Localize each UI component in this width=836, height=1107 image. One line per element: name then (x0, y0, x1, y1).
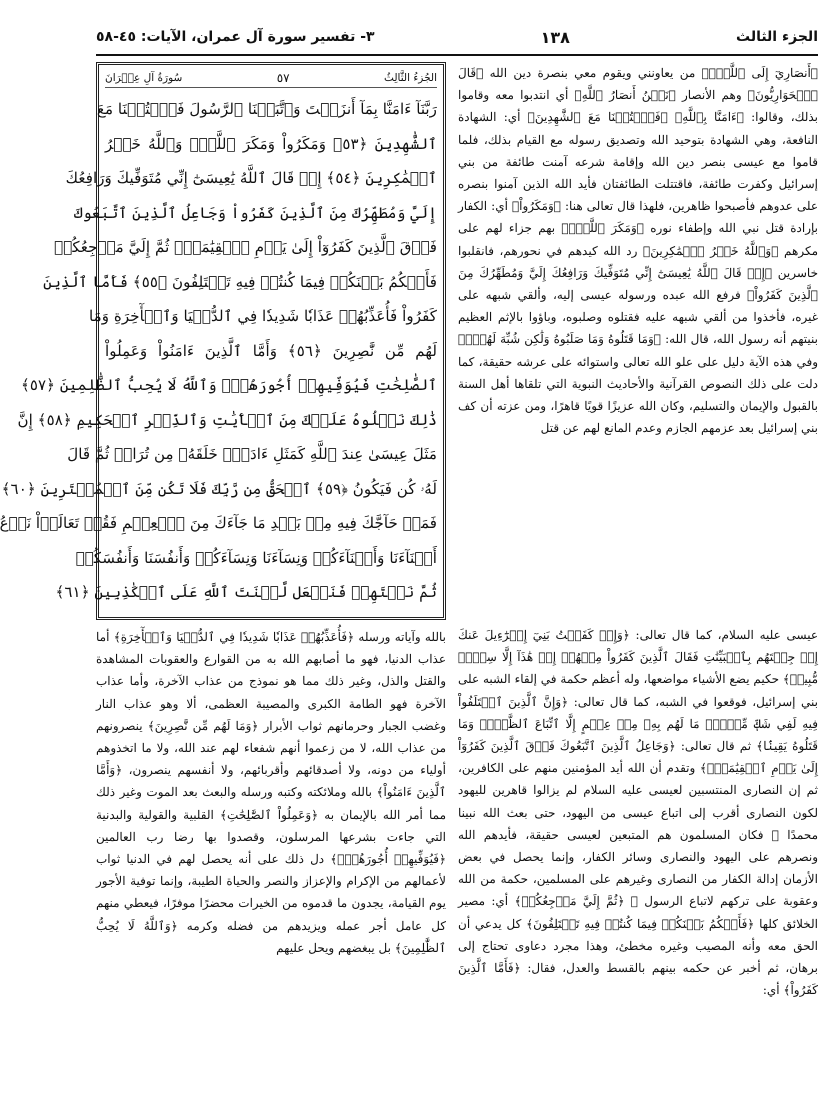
quran-line: لَهُم مِّن نَّٰصِرِينَ ﴿٥٦﴾ وَأَمَّا ٱلَّذِينَ ءَامَنُواْ وَعَمِلُواْ (105, 341, 437, 360)
quran-text-frame (0, 62, 446, 620)
quran-line: ثُمَّ نَبۡتَهِلۡ فَنَجۡعَل لَّعۡنَتَ ٱللَّهِ عَلَى ٱلۡكَٰذِبِينَ ﴿٦١﴾ (55, 583, 437, 601)
quran-juz-label: الجُزءُ الثَّالِثُ (384, 72, 437, 84)
page-header (96, 20, 818, 56)
quran-lines (0, 92, 437, 612)
quran-line: ٱلۡمَٰكِرِينَ ﴿٥٤﴾ إِذۡ قَالَ ٱللَّهُ يَٰعِيسَىٰٓ إِنِّي مُتَوَفِّيكَ وَرَافِعُكَ (65, 169, 437, 187)
quran-line: لَهُۥ كُن فَيَكُونُ ﴿٥٩﴾ ٱلۡحَقُّ مِن رَّبِّكَ فَلَا تَكُن مِّنَ ٱلۡمُمۡتَرِينَ ﴿٦٠﴾ (1, 479, 437, 498)
tafsir-left-column (96, 626, 446, 1094)
quran-line: ذَٰلِكَ نَتۡلُوهُ عَلَيۡكَ مِنَ ٱلۡأٓيَٰتِ وَٱلذِّكۡرِ ٱلۡحَكِيمِ ﴿٥٨﴾ إِنَّ (17, 410, 437, 429)
tafsir-text-bottom: بالله وآياته ورسله ﴿فَأُعَذِّبُهُمۡ عَذَابٗا شَدِيدٗا فِي ٱلدُّنۡيَا وَٱلۡأٓخِرَةِ﴾ أما عذاب الدنيا، فهو ما أصابهم الله به من القوارع والعقوبات المشاهدة والقتل والذل، وغير ذلك مما هو نموذج من عذاب الآخرة، وأما عذاب الآخرة فهو الطامة الكبرى والمصيبة العظمى، ألا وهو عذاب النار وغضب الجبار وحرمانهم ثواب الأبرار ﴿وَمَا لَهُم مِّن نَّٰصِرِينَ﴾ ينصرونهم من عذاب الله، لا من زعموا أنهم شفعاء لهم عند الله، ولا ما اتخذوهم أولياء من دونه، ولا أصدقائهم وأقربائهم، ولا أنفسهم ينصرون، ﴿وَأَمَّا ٱلَّذِينَ ءَامَنُواْ﴾ بالله وملائكته وكتبه ورسله والبعث بعد الموت وغير ذلك مما أمر الله بالإيمان به ﴿وَعَمِلُواْ ٱلصَّٰلِحَٰتِ﴾ القلبية والقولية والبدنية التي جاءت بشرعها المرسلون، وقصدوا بها رضا رب العالمين ﴿فَيُوَفِّيهِمۡ أُجُورَهُمۡۗ﴾ دل ذلك على أنه يحصل لهم في الدنيا ثواب لأعمالهم من الإكرام والإعزاز والنصر والحياة الطيبة، وإنما توفية الأجور يوم القيامة، يجدون ما قدموه من الخيرات محضرًا موفرًا، فيعطي منهم كل عامل أجر عمله ويزيدهم من فضله وكرمه ﴿وَٱللَّهُ لَا يُحِبُّ ٱلظَّٰلِمِينَ﴾ بل يبغضهم ويحل عليهم (96, 630, 446, 955)
quran-line: فَمَنۡ حَآجَّكَ فِيهِ مِنۢ بَعۡدِ مَا جَآءَكَ مِنَ ٱلۡعِلۡمِ فَقُلۡ تَعَالَوۡاْ نَدۡعُ (0, 514, 437, 532)
quran-frame-header (105, 69, 437, 88)
quran-line: كَفَرُواْ فَأُعَذِّبُهُمۡ عَذَابٗا شَدِيدٗا فِي ٱلدُّنۡيَا وَٱلۡأٓخِرَةِ وَمَا (88, 307, 437, 325)
juz-title: الجزء الثالث (736, 29, 818, 45)
page-number: ١٣٨ (540, 27, 570, 47)
quran-line: رَبَّنَآ ءَامَنَّا بِمَآ أَنزَلۡتَ وَٱتَّبَعۡنَا ٱلرَّسُولَ فَٱكۡتُبۡنَا مَعَ (96, 100, 437, 118)
surah-info: ٣- تفسير سورة آل عمران، الآيات: ٤٥-٥٨ (96, 29, 375, 45)
quran-line: مَثَلَ عِيسَىٰ عِندَ ٱللَّهِ كَمَثَلِ ءَادَمَۖ خَلَقَهُۥ مِن تُرَابٖ ثُمَّ قَالَ (67, 445, 437, 463)
quran-line: ٱلشَّٰهِدِينَ ﴿٥٣﴾ وَمَكَرُواْ وَمَكَرَ ٱللَّهُۖ وَٱللَّهُ خَيۡرُ (105, 134, 437, 153)
quran-line: أَبۡنَآءَنَا وَأَبۡنَآءَكُمۡ وَنِسَآءَنَا وَنِسَآءَكُمۡ وَأَنفُسَنَا وَأَنفُسَكُمۡ (75, 548, 437, 567)
quran-surah-label: سُورَةُ آلِ عِمۡرَانَ (105, 72, 183, 84)
quran-line: ٱلصَّٰلِحَٰتِ فَيُوَفِّيهِمۡ أُجُورَهُمۡۗ وَٱللَّهُ لَا يُحِبُّ ٱلظَّٰلِمِينَ ﴿٥٧﴾ (20, 376, 437, 394)
quran-line: فَأَحۡكُمُ بَيۡنَكُمۡ فِيمَا كُنتُمۡ فِيهِ تَخۡتَلِفُونَ ﴿٥٥﴾ فَأَمَّا ٱلَّذِينَ (43, 272, 437, 291)
quran-page-number: ٥٧ (276, 71, 290, 85)
quran-line: فَوۡقَ ٱلَّذِينَ كَفَرُوٓاْ إِلَىٰ يَوۡمِ ٱلۡقِيَٰمَةِۖ ثُمَّ إِلَيَّ مَرۡجِعُكُمۡ (54, 238, 437, 256)
tafsir-right-column-lower (458, 624, 818, 1094)
tafsir-text-top: ﴿أَنصَارِيٓ إِلَى ٱللَّهِۖ﴾ من يعاونني ويقوم معي بنصرة دين الله ﴿قَالَ ٱلۡحَوَارِيُّونَ﴾ وهم الأنصار ﴿نَحۡنُ أَنصَارُ ٱللَّهِ﴾ أي انتدبوا معه وقاموا بذلك، وقالوا: ﴿ءَامَنَّا بِٱللَّهِ﴾ ﴿فَٱكۡتُبۡنَا مَعَ ٱلشَّٰهِدِينَ﴾ أي: الشهادة النافعة، وهي الشهادة بتوحيد الله وتصديق رسوله مع القيام بذلك، فلما قاموا مع عيسى بنصر دين الله وإقامة شرعه آمنت طائفة من بني إسرائيل وكفرت طائفة، فاقتتلت الطائفتان فأيد الله الذين آمنوا بنصره على عدوهم فأصبحوا ظاهرين، فلهذا قال تعالى هنا: ﴿وَمَكَرُواْ﴾ أي: الكفار بإرادة قتل نبي الله وإطفاء نوره ﴿وَمَكَرَ ٱللَّهُۖ﴾ بهم جزاء لهم على مكرهم ﴿وَٱللَّهُ خَيۡرُ ٱلۡمَٰكِرِينَ﴾ رد الله كيدهم في نحورهم، فانقلبوا خاسرين ﴿إِذۡ قَالَ ٱللَّهُ يَٰعِيسَىٰٓ إِنِّي مُتَوَفِّيكَ وَرَافِعُكَ إِلَيَّ وَمُطَهِّرُكَ مِنَ ٱلَّذِينَ كَفَرُواْ﴾ فرفع الله عبده ورسوله عيسى إليه، وألقي شبهه على غيره، فأخذوا من ألقي شبهه عليه فقتلوه وصلبوه، وباؤوا بالإثم العظيم بنيتهم أنه رسول الله، قال الله: ﴿وَمَا قَتَلُوهُ وَمَا صَلَبُوهُ وَلَٰكِن شُبِّهَ لَهُمۡۚ﴾ وفي هذه الآية دليل على علو الله تعالى واستوائه على عرشه حقيقة، كما دلت على ذلك النصوص القرآنية والأحاديث النبوية التي تلقاها أهل السنة بالقبول والإيمان والتسليم، وكان الله عزيزًا قويًا قاهرًا، ومن عزته أن كف بني إسرائيل بعد عزمهم الجازم وعدم المانع لهم عن قتل (458, 66, 818, 436)
tafsir-right-column (458, 62, 818, 620)
quran-line: إِلَيَّ وَمُطَهِّرُكَ مِنَ ٱلَّذِينَ كَفَرُواْ وَجَاعِلُ ٱلَّذِينَ ٱتَّبَعُوكَ (73, 203, 437, 222)
tafsir-text-lower: عيسى عليه السلام، كما قال تعالى: ﴿وَإِذۡ كَفَفۡتُ بَنِيٓ إِسۡرَٰٓءِيلَ عَنكَ إِذۡ جِئۡتَهُم بِٱلۡبَيِّنَٰتِ فَقَالَ ٱلَّذِينَ كَفَرُواْ مِنۡهُمۡ إِنۡ هَٰذَآ إِلَّا سِحۡرٞ مُّبِينٞ﴾ حكيم يضع الأشياء مواضعها، وله أعظم حكمة في إلقاء الشبه على بني إسرائيل، فوقعوا في الشبه، كما قال تعالى: ﴿وَإِنَّ ٱلَّذِينَ ٱخۡتَلَفُواْ فِيهِ لَفِي شَكّٖ مِّنۡهُۚ مَا لَهُم بِهِۦ مِنۡ عِلۡمٍ إِلَّا ٱتِّبَاعَ ٱلظَّنِّۚ وَمَا قَتَلُوهُ يَقِينَۢا﴾ ثم قال تعالى: ﴿وَجَاعِلُ ٱلَّذِينَ ٱتَّبَعُوكَ فَوۡقَ ٱلَّذِينَ كَفَرُوٓاْ إِلَىٰ يَوۡمِ ٱلۡقِيَٰمَةِۖ﴾ وتقدم أن الله أيد المؤمنين منهم على الكافرين، ثم إن النصارى المنتسبين لعيسى عليه السلام لم يزالوا قاهرين لليهود لكون النصارى أقرب إلى اتباع عيسى من اليهود، حتى بعث الله نبينا محمدًا ﷺ فكان المسلمون هم المتبعين لعيسى حقيقة، فأيدهم الله ونصرهم على اليهود والنصارى وسائر الكفار، وإنما يحصل في بعض الأزمان إدالة الكفار من النصارى وغيرهم على المسلمين، حكمة من الله وعقوبة على تركهم لاتباع الرسول ﷺ ﴿ثُمَّ إِلَيَّ مَرۡجِعُكُمۡ﴾ أي: مصير الخلائق كلها ﴿فَأَحۡكُمُ بَيۡنَكُمۡ فِيمَا كُنتُمۡ فِيهِ تَخۡتَلِفُونَ﴾ كل يدعي أن الحق معه وأنه المصيب وغيره مخطئ، وهذا مجرد دعاوى تحتاج إلى برهان، ثم أخبر عن حكمه بينهم بالقسط والعدل، فقال: ﴿فَأَمَّا ٱلَّذِينَ كَفَرُواْ﴾ أي: (458, 628, 818, 998)
